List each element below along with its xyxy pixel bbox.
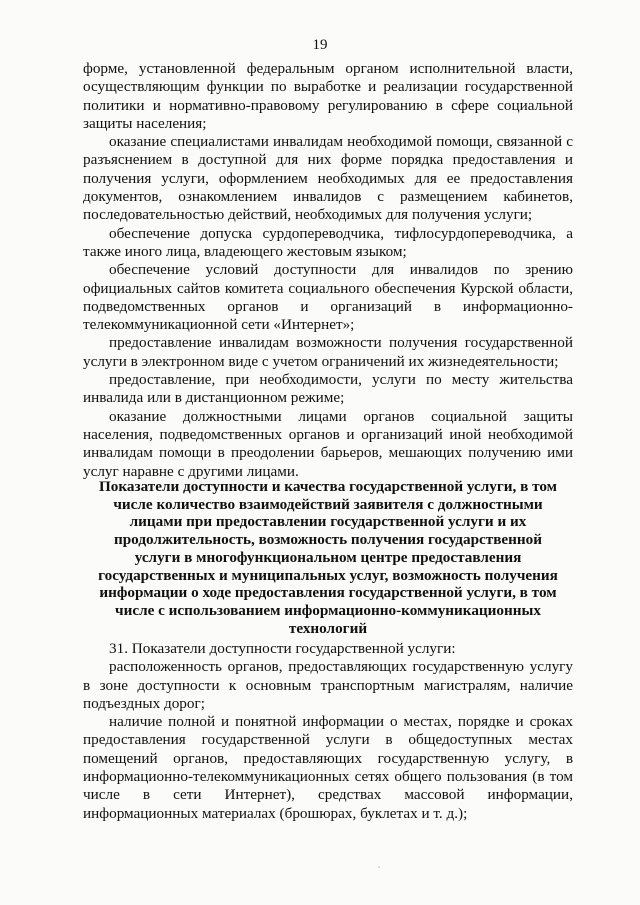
paragraph-sign-interpreter: обеспечение допуска сурдопереводчика, тифлосурдопереводчика, а также иного лица, владеющего жестовым языком;	[83, 224, 573, 260]
paragraph-website-accessibility: обеспечение условий доступности для инвалидов по зрению официальных сайтов комитета социального обеспечения Курской области, подведомственных органов и организаций в информационно-телекоммуникационной сети «Интернет»;	[83, 261, 573, 334]
paragraph-barrier-assistance: оказание должностными лицами органов социальной защиты населения, подведомственных органов и организаций иной необходимой инвалидам помощи в преодолении барьеров, мешающих получению ими услуг наравне с другими лицами.	[83, 407, 573, 480]
page-number: 19	[312, 37, 328, 53]
scan-speck	[378, 866, 380, 868]
paragraph-specialist-assistance: оказание специалистами инвалидам необходимой помощи, связанной с разъяснением в доступной для них форме порядка предоставления и получения услуги, оформлением необходимых для ее предоставления документов, ознакомлением инвалидов с размещением кабинетов, последовательностью действий, необходимых для получения услуги;	[83, 133, 573, 224]
paragraph-electronic-service: предоставление инвалидам возможности получения государственной услуги в электронном виде с учетом ограничений их жизнедеятельности;	[83, 334, 573, 370]
section-heading: Показатели доступности и качества государственной услуги, в том числе количество взаимодействий заявителя с должностными лицами при предоставлении государственной услуги и их продолжительность, возможность получения государственной услуги в многофункциональном центре предоставления государственных и муниципальных услуг, возможность получения информации о ходе предоставления государственной услуги, в том числе с использованием информационно-коммуникационных технологий	[98, 478, 558, 637]
paragraph-remote-service: предоставление, при необходимости, услуги по месту жительства инвалида или в дистанционном режиме;	[83, 371, 573, 407]
section-31-title: 31. Показатели доступности государственной услуги:	[109, 640, 456, 657]
section-31	[83, 640, 573, 823]
body-text	[83, 60, 573, 481]
paragraph-information-availability: наличие полной и понятной информации о местах, порядке и сроках предоставления государственной услуги в общедоступных местах помещений органов, предоставляющих государственную услугу, в информационно-телекоммуникационных сетях общего пользования (в том числе в сети Интернет), средствах массовой информации, информационных материалах (брошюрах, буклетах и т. д.);	[83, 713, 573, 822]
paragraph-transport-access: расположенность органов, предоставляющих государственную услугу в зоне доступности к основным транспортным магистралям, наличие подъездных дорог;	[83, 658, 573, 712]
paragraph-protection-continuation: форме, установленной федеральным органом исполнительной власти, осуществляющим функции по выработке и реализации государственной политики и нормативно-правовому регулированию в сфере социальной защиты населения;	[83, 60, 573, 132]
